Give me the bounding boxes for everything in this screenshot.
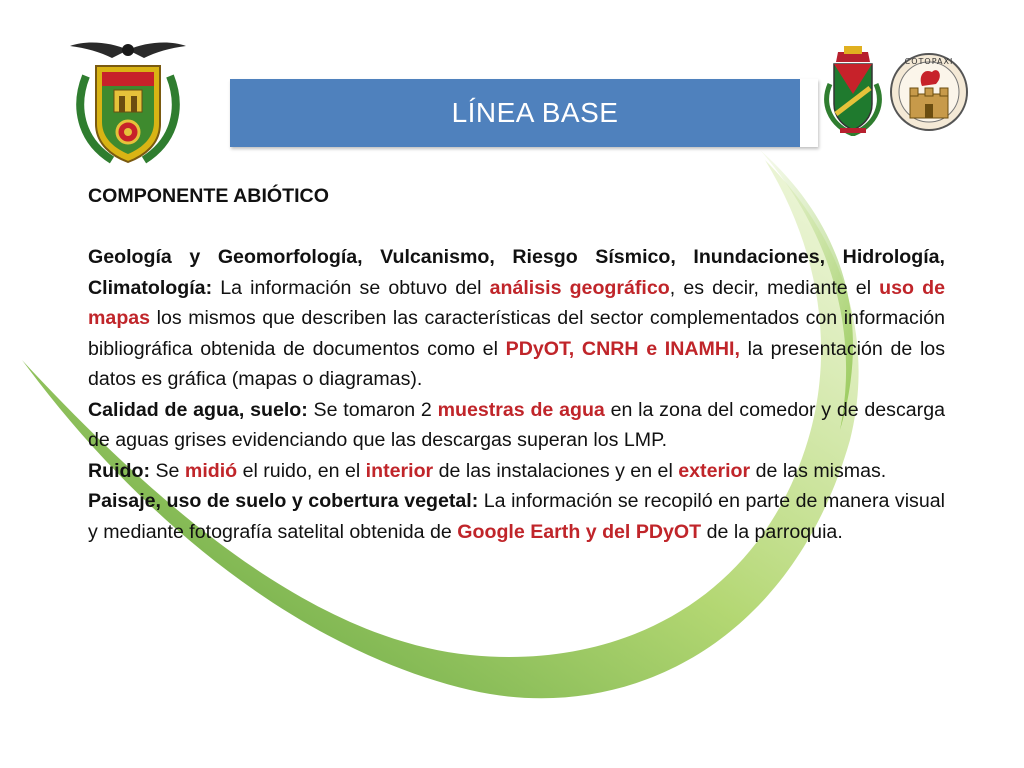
highlight-text: midió [184,459,238,482]
paragraph-calidad [88,395,945,456]
paragraph-text: los mismos que describen las características del sector complementados con información bibliográfica obtenida de documentos como el [88,307,945,360]
highlight-text: muestras de agua [437,398,605,421]
paragraph-text: La información se recopiló en parte de manera visual y mediante fotografía satelital obtenida de [88,490,945,543]
paragraph-text: en la zona del comedor y de descarga de aguas grises evidenciando que las descargas superan los LMP. [88,398,945,451]
title-bar [230,79,818,147]
paragraph-text: de las instalaciones y en el [433,459,679,482]
paragraph-text: la presentación de los datos es gráfica (mapas o diagramas). [88,337,945,390]
section-heading: COMPONENTE ABIÓTICO [88,185,329,207]
highlight-text: Google Earth y del PDyOT [457,520,702,543]
university-crest-logo [56,36,200,168]
paragraph-text: Se [150,459,185,482]
paragraph-text: La información se obtuvo del [212,276,490,299]
paragraph-text: de las mismas. [750,459,887,482]
paragraph-label: Ruido: [88,459,151,482]
highlight-text: análisis geográfico [489,276,670,299]
highlight-text: exterior [678,459,751,482]
paragraph-label: Geología y Geomorfología, Vulcanismo, Riesgo Sísmico, Inundaciones, Hidrología, Climatología: [88,246,945,299]
highlight-text: PDyOT, CNRH e INAMHI, [505,337,740,360]
highlight-text: interior [365,459,434,482]
paragraph-label: Calidad de agua, suelo: [88,398,308,421]
cotopaxi-emblem-text: COTOPAXI [904,57,954,66]
paragraph-text: Se tomaron 2 [307,398,438,421]
paragraph-paisaje [88,486,945,547]
paragraph-label: Paisaje, uso de suelo y cobertura vegetal: [88,490,479,512]
highlight-text: uso de mapas [88,276,945,329]
municipal-shield-logo [818,44,888,136]
paragraph-ruido [88,456,945,487]
paragraph-text: , es decir, mediante el [669,276,880,299]
paragraph-geologia [88,242,945,395]
cotopaxi-emblem-logo [888,48,970,136]
paragraph-text: de la parroquia. [701,520,843,543]
page-title: LÍNEA BASE [451,97,619,128]
paragraph-text: el ruido, en el [237,459,366,482]
slide-content [88,181,945,547]
